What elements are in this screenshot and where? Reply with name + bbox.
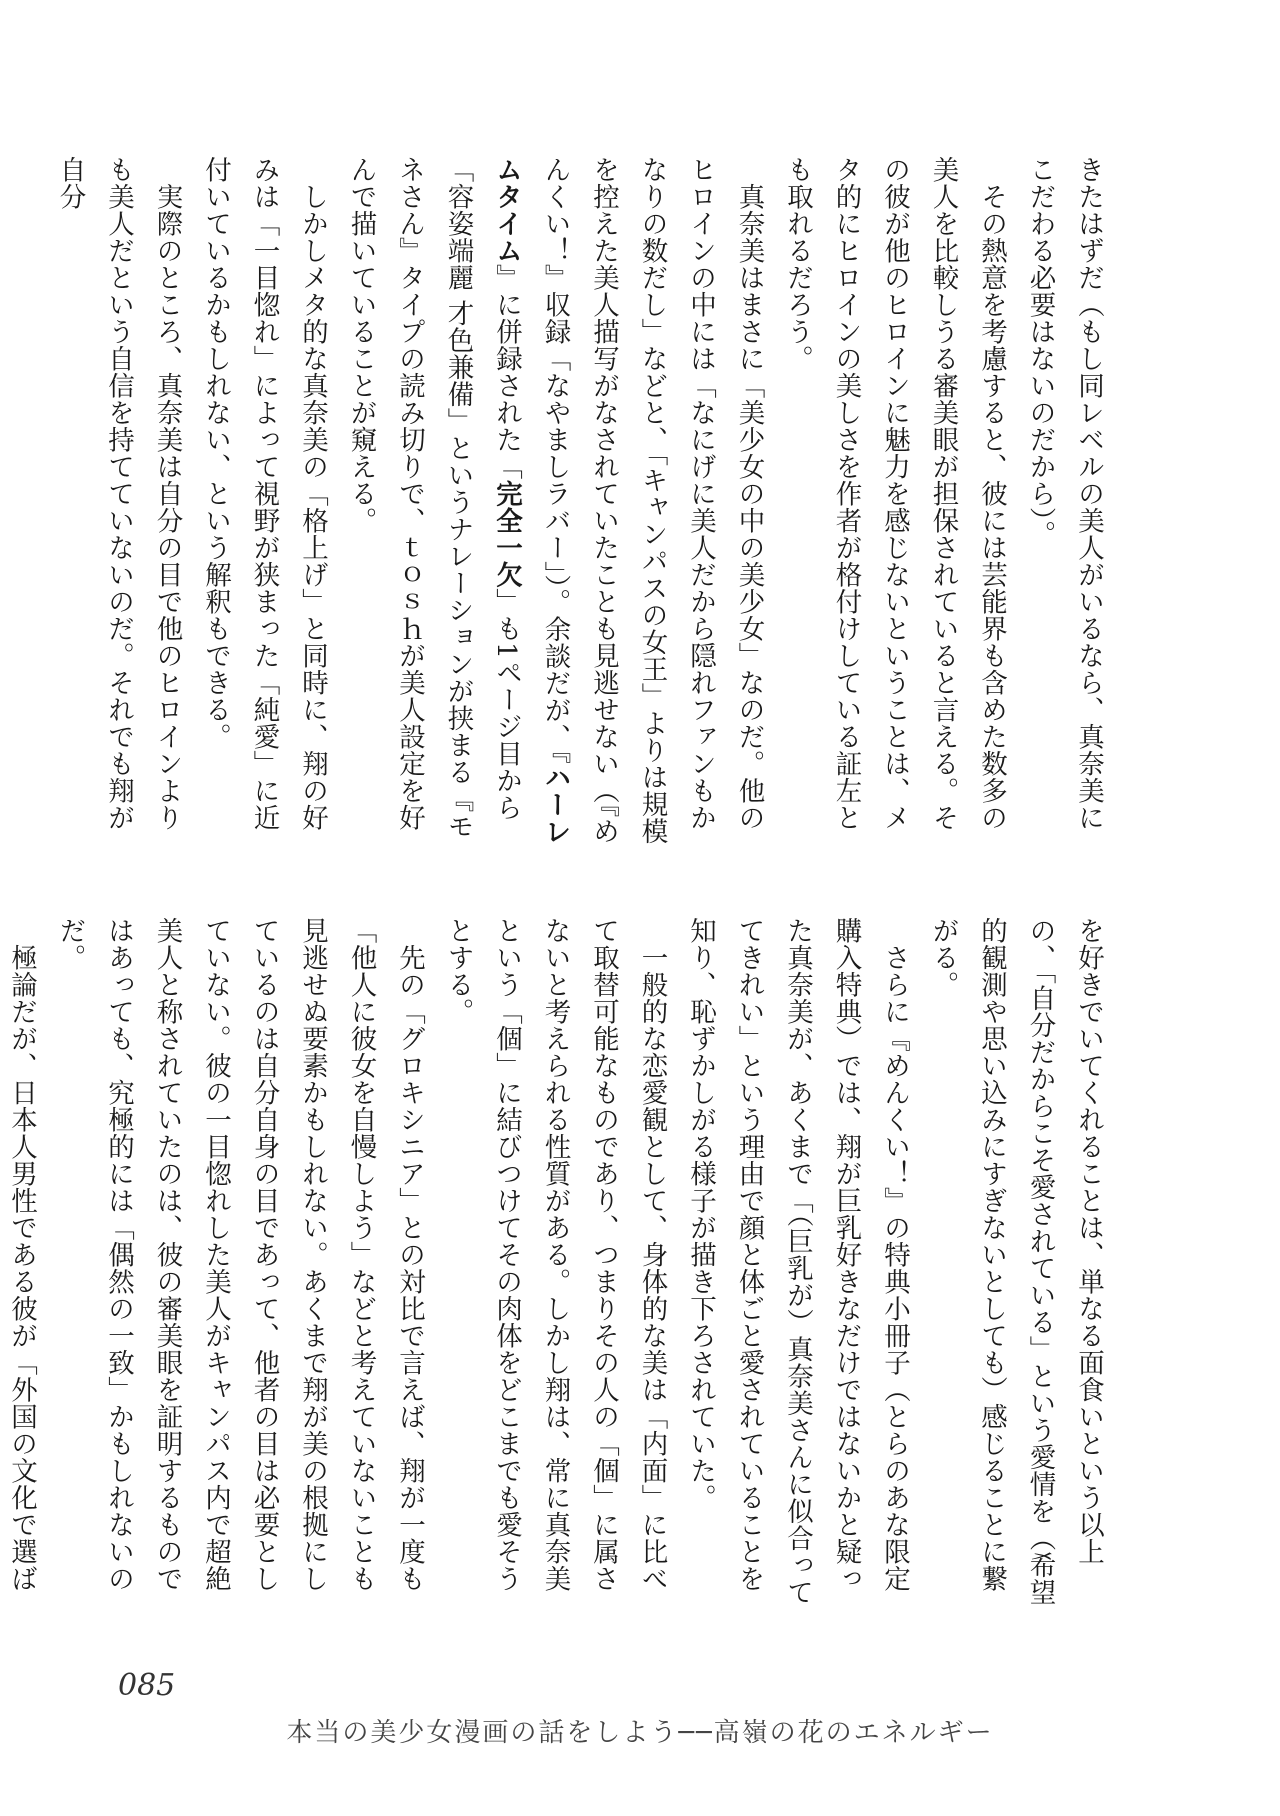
- running-title: 本当の美少女漫画の話をしよう──高嶺の花のエネルギー: [286, 1718, 994, 1748]
- paragraph: 先の「グロキシニア」との対比で言えば、翔が一度も「他人に彼女を自慢しよう」などと考えていないことも見逃せぬ要素かもしれない。あくまで翔が美の根拠にしているのは自分自身の目であって、他者の目は必要としていない。彼の一目惚れした美人がキャンパス内で超絶美人と称されていたのは、彼の審美眼を証明するものではあっても、究極的には「偶然の一致」かもしれないのだ。: [54, 917, 425, 1592]
- paragraph: 極論だが、日本人男性である彼が「外国の文化で選ば: [6, 943, 37, 1592]
- paragraph-text: 」も1ページ目から「容姿端麗 才色兼備」というナレーションが挟まる『モネさん』タイプの読み切りで、ｔｏｓｈが美人設定を好んで描いていることが窺える。: [345, 156, 522, 840]
- bold-title-kanzen-ikketsu: 完全一欠: [491, 480, 522, 588]
- page-number: 085: [118, 1668, 176, 1703]
- paragraph-text: 真奈美はまさに「美少女の中の美少女」なのだ。他のヒロインの中には「なにげに美人だから隠れファンもかなりの数だし」などと、「キャンパスの女王」よりは規模を控えた美人描写がなされていたことも見逃せない（『めんくい！』収録「なやましラバー」）。余談だが、『: [539, 156, 765, 845]
- bold-title-harem-time: ハーレムタイム: [491, 156, 571, 846]
- paragraph: [336, 156, 773, 846]
- upper-text-block: [54, 156, 1112, 846]
- paragraph: さらに『めんくい！』の特典小冊子（とらのあな限定購入特典）では、翔が巨乳好きなだけではないかと疑った真奈美が、あくまで「（巨乳が）真奈美さんに似合っててきれい」という理由で顔と体ごと愛されていることを知り、恥ずかしがる様子が描き下ろされていた。: [685, 917, 910, 1606]
- paragraph: しかしメタ的な真奈美の「格上げ」と同時に、翔の好みは「一目惚れ」によって視野が狭まった「純愛」に近付いているかもしれない、という解釈もできる。: [200, 156, 328, 831]
- paragraph-text: 』に併録された「: [491, 264, 522, 480]
- lower-text-block: [6, 917, 1112, 1607]
- paragraph: を好きでいてくれることは、単なる面食いという以上の、「自分だからこそ愛されている」という愛情を（希望的観測や思い込みにすぎないとしても）感じることに繋がる。: [927, 917, 1104, 1606]
- paragraph: その熱意を考慮すると、彼には芸能界も含めた数多の美人を比較しうる審美眼が担保されていると言える。その彼が他のヒロインに魅力を感じないということは、メタ的にヒロインの美しさを作者が格付けしている証左とも取れるだろう。: [782, 156, 1007, 831]
- paragraph: きたはずだ（もし同レベルの美人がいるなら、真奈美にこだわる必要はないのだから）。: [1024, 156, 1104, 831]
- paragraph: 一般的な恋愛観として、身体的な美は「内面」に比べて取替可能なものであり、つまりその人の「個」に属さないと考えられる性質がある。しかし翔は、常に真奈美という「個」に結びつけてその肉体をどこまでも愛そうとする。: [442, 917, 668, 1592]
- paragraph: 実際のところ、真奈美は自分の目で他のヒロインよりも美人だという自信を持てていないのだ。それでも翔が自分: [54, 156, 183, 831]
